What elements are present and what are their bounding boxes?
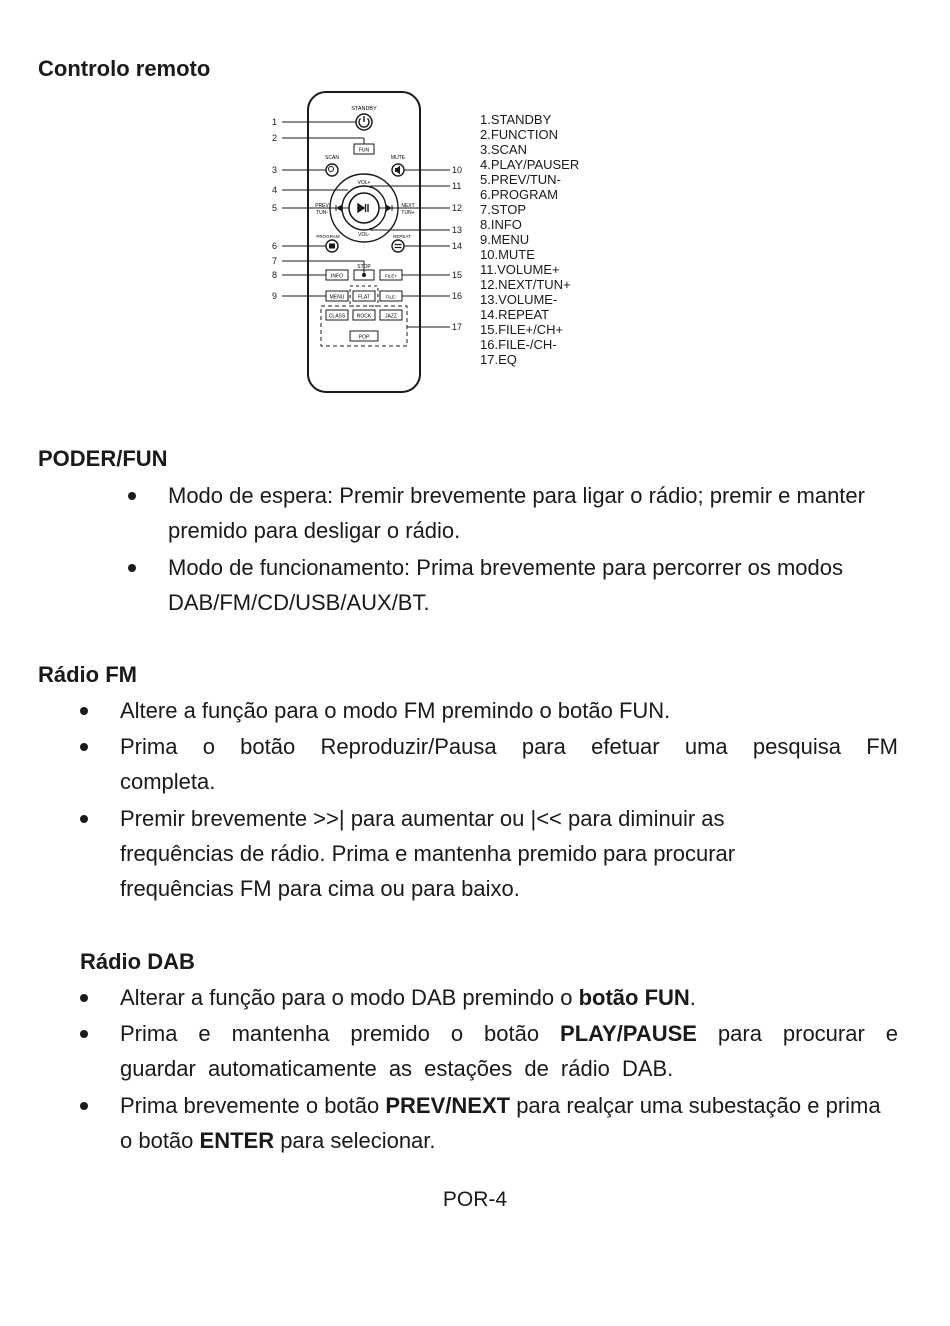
tun-plus-label: TUN+ (401, 210, 415, 216)
callout-10: 10 (452, 165, 463, 175)
callout-16: 16 (452, 291, 463, 301)
flat-label: FLAT (358, 294, 370, 301)
list-item-text: Alterar a função para o modo DAB premindo o (120, 985, 579, 1010)
list-item-text: Prima e mantenha premido o botão (120, 1021, 561, 1046)
poder-list (168, 478, 868, 620)
list-item-bold: PREV/NEXT (385, 1093, 511, 1118)
list-item-text: . (689, 985, 696, 1010)
list-item-bold: ENTER (199, 1128, 275, 1153)
list-item (120, 729, 898, 799)
play-pause-icon (358, 204, 368, 212)
callout-12: 12 (452, 203, 463, 213)
callout-6: 6 (272, 241, 278, 251)
list-item-text: para realçar uma subestação e prima o botão (120, 1093, 881, 1153)
legend-item: 15.FILE+/CH+ (480, 322, 564, 337)
repeat-label: REPEAT (393, 234, 411, 239)
info-label: INFO (331, 273, 343, 280)
list-item (120, 1088, 898, 1158)
legend-item: 10.MUTE (480, 247, 535, 262)
legend-item: 9.MENU (480, 232, 530, 247)
repeat-icon (392, 240, 404, 252)
legend-item: 8.INFO (480, 217, 522, 232)
bullet-icon (128, 492, 136, 500)
callout-11: 11 (452, 181, 462, 191)
mute-label: MUTE (390, 155, 406, 161)
section-heading-fm: Rádio FM (38, 662, 137, 687)
section-heading-remote: Controlo remoto (38, 56, 211, 81)
list-item (120, 980, 898, 1015)
list-item (120, 1016, 898, 1086)
list-item-bold: PLAY/PAUSE (560, 1021, 697, 1046)
legend-item: 7.STOP (480, 202, 527, 217)
fun-label: FUN (358, 147, 370, 154)
scan-label: SCAN (325, 155, 339, 161)
list-item-text: Prima o botão Reproduzir/Pausa para efetuar uma pesquisa FM completa. (120, 734, 898, 794)
legend-item: 17.EQ (480, 352, 517, 367)
bullet-icon (80, 994, 88, 1002)
list-item-text: Premir brevemente >>| para aumentar ou |<< para diminuir as frequências de rádio. Prima e mantenha premido para procurar frequências FM para cima ou para baixo. (120, 806, 736, 901)
page-number: POR-4 (442, 1188, 508, 1211)
callout-7: 7 (272, 256, 278, 266)
legend-item: 5.PREV/TUN- (480, 172, 561, 187)
callout-8: 8 (272, 270, 278, 280)
legend-item: 6.PROGRAM (480, 187, 559, 202)
fm-list (120, 693, 898, 906)
remote-legend (480, 112, 579, 367)
pop-label: POP (358, 334, 370, 341)
section-heading-dab: Rádio DAB (80, 949, 195, 974)
next-label: NEXT (401, 203, 415, 209)
list-item (120, 693, 898, 728)
vol-minus-label: VOL- (358, 232, 370, 238)
program-label: PROGRAM (316, 234, 340, 239)
jazz-label: JAZZ (385, 313, 397, 320)
legend-item: 14.REPEAT (480, 307, 550, 322)
list-item-text: para selecionar. (274, 1128, 436, 1153)
list-item (168, 550, 868, 620)
legend-item: 3.SCAN (480, 142, 527, 157)
legend-item: 4.PLAY/PAUSER (480, 157, 580, 172)
legend-item: 1.STANDBY (480, 112, 552, 127)
legend-item: 12.NEXT/TUN+ (480, 277, 571, 292)
list-item-bold: botão FUN (578, 985, 690, 1010)
list-item-text: Altere a função para o modo FM premindo o botão FUN. (120, 698, 671, 723)
callout-17: 17 (452, 322, 463, 332)
file-up-label: FILE+ (384, 273, 398, 279)
bullet-icon (80, 815, 88, 823)
bullet-icon (80, 743, 88, 751)
menu-label: MENU (329, 294, 345, 301)
callout-15: 15 (452, 270, 463, 280)
callout-3: 3 (272, 165, 278, 175)
list-item-text: Modo de espera: Premir brevemente para ligar o rádio; premir e manter premido para desligar o rádio. (168, 483, 865, 543)
standby-label: STANDBY (351, 106, 377, 112)
classic-label: CLASS (328, 313, 346, 320)
file-down-label: FILE- (385, 294, 397, 300)
bullet-icon (80, 1102, 88, 1110)
callout-1: 1 (272, 117, 278, 127)
list-item-text: Modo de funcionamento: Prima brevemente para percorrer os modos DAB/FM/CD/USB/AUX/BT. (168, 555, 844, 615)
bullet-icon (80, 1030, 88, 1038)
callout-2: 2 (272, 133, 278, 143)
legend-item: 2.FUNCTION (480, 127, 558, 142)
stop-label: STOP (357, 264, 371, 270)
scan-icon (326, 164, 338, 176)
bullet-icon (128, 564, 136, 572)
prev-label: PREV (315, 203, 329, 209)
list-item-text: para procurar e guardar automaticamente as estações de rádio DAB. (120, 1021, 898, 1081)
callout-14: 14 (452, 241, 463, 251)
rock-label: ROCK (356, 313, 372, 320)
bullet-icon (80, 707, 88, 715)
section-heading-poder: PODER/FUN (38, 446, 168, 471)
legend-item: 16.FILE-/CH- (480, 337, 557, 352)
callout-9: 9 (272, 291, 278, 301)
list-item (168, 478, 868, 548)
dab-list (120, 980, 898, 1158)
list-item-text: Prima brevemente o botão (120, 1093, 386, 1118)
callout-4: 4 (272, 185, 278, 195)
callout-5: 5 (272, 203, 278, 213)
tun-minus-label: TUN- (316, 210, 328, 216)
list-item (120, 801, 820, 906)
vol-plus-label: VOL+ (357, 180, 371, 186)
stop-icon (362, 273, 366, 277)
legend-item: 11.VOLUME+ (480, 262, 560, 277)
legend-item: 13.VOLUME- (480, 292, 558, 307)
callout-13: 13 (452, 225, 463, 235)
